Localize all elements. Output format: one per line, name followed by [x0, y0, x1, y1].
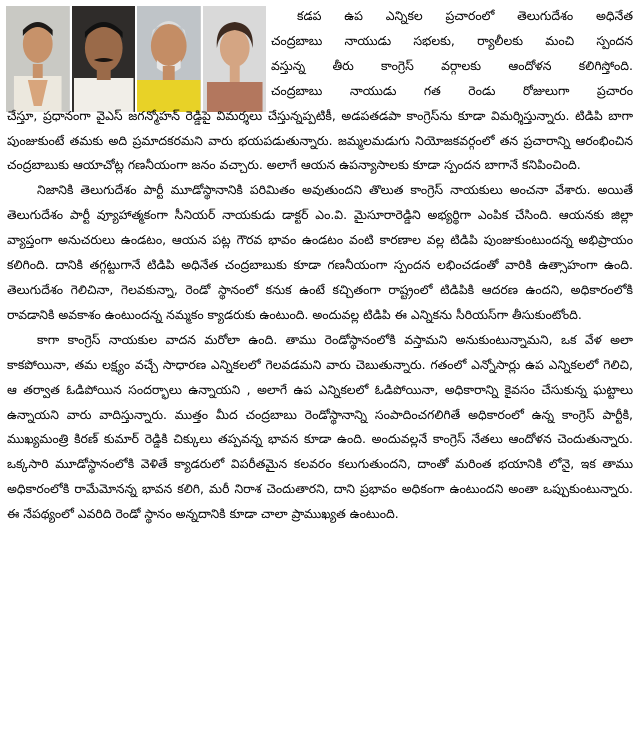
article-paragraph-1 — [7, 4, 633, 178]
lead-line-3: వస్తున్న తీరు కాంగ్రెస్ వర్గాలకు ఆందోళన కలిగిస్తోంది. — [271, 57, 633, 73]
article-paragraph-3: కాగా కాంగ్రెస్ నాయకుల వాదన మరోలా ఉంది. తాము రెండోస్థానంలోకి వస్తామని అనుకుంటున్నామని, ఒక వేళ అలా కాకపోయినా, తమ లక్ష్యం వచ్చే సాధారణ ఎన్నికలలో గెలవడమని వారు చెబుతున్నారు. గతంలో ఎన్నోసార్లు ఉప ఎన్నికలలో గెలిచి, ఆ తర్వాత ఓడిపోయిన సందర్భాలు ఉన్నాయని , అలాగే ఉప ఎన్నికలలో ఓడిపోయినా, అధికారాన్ని కైవసం చేసుకున్న ఘట్టాలు ఉన్నాయని వారు వాదిస్తున్నారు. ముత్తం మీద చంద్రబాబు రెండోస్థానాన్ని సంపాదించగలిగితే అధికారంలో ఉన్న కాంగ్రెస్ పార్టీకి, ముఖ్యమంత్రి కిరణ్ కుమార్ రెడ్డికి చిక్కులు తప్పవన్న భావన కూడా ఉంది. అందువల్లనే కాంగ్రెస్ నేతలు ఆందోళన చెందుతున్నారు. ఒక్కసారి మూడోస్థానంలోకి వెళితే క్యాడరులో విపరీతమైన కలవరం కలుగుతుందని, దాంతో మరింత భయానికి లోనై, ఇక తాము అధికారంలోకి రామేమోనన్న భావన కలిగి, మరీ నిరాశ చెందుతారని, దాని ప్రభావం అధికంగా ఉంటుందని అంతా ఒప్పుకుంటున్నారు. ఈ నేపథ్యంలో ఎవరిది రెండో స్థానం అన్నదానికి కూడా చాలా ప్రాముఖ్యత ఉంటుంది. — [7, 331, 633, 522]
paragraph-1-continuation: చేస్తూ, ప్రధానంగా వైఎస్ జగన్మోహన్ రెడ్డిపై విమర్శలు చేస్తున్నప్పటికీ, అడపతడపా కాంగ్రెస్‌ను కూడా విమర్శిస్తున్నారు. టిడిపి బాగా పుంజుకుంటే తమకు అది ప్రమాదకరమని వారు భయపడుతున్నారు. జమ్మలమడుగు నియోజకవర్గంలో తన ప్రచారాన్ని ఆరంభించిన చంద్రబాబుకు ఆయాచోట్ల గణనీయంగా జనం వచ్చారు. అలాగే ఆయన ఉపన్యాసాలకు కూడా స్పందన బాగానే కనిపించింది. — [7, 107, 633, 173]
lead-line-4: చంద్రబాబు నాయుడు గత రెండు రోజులుగా ప్రచారం — [271, 82, 633, 98]
lead-line-1: కడప ఉప ఎన్నికల ప్రచారంలో తెలుగుదేశం అధినేత — [297, 8, 633, 23]
article-body — [7, 4, 633, 527]
lead-line-2: చంద్రబాబు నాయుడు సభలకు, ర్యాలీలకు మంచి స్పందన — [271, 32, 633, 48]
article-paragraph-2: నిజానికి తెలుగుదేశం పార్టీ మూడోస్థానానికి పరిమితం అవుతుందని తొలుత కాంగ్రెస్ నాయకులు అంచనా వేశారు. అయితే తెలుగుదేశం పార్టీ వ్యూహాత్మకంగా సీనియర్ నాయకుడు డాక్టర్ ఎం.వి. మైసూరారెడ్డిని అభ్యర్థిగా ఎంపిక చేసింది. ఆయనకు జిల్లా వ్యాప్తంగా అనుచరులు ఉండటం, ఆయన పట్ల గౌరవ భావం ఉండటం వంటి కారణాల వల్ల టిడిపి పుంజుకుంటుందన్న అభిప్రాయం కలిగింది. దానికి తగ్గట్టుగానే టిడిపి అధినేత చంద్రబాబుకు కూడా గణనీయంగా స్పందన లభించడంతో వారికి ఉత్సాహంగా ఉంది. తెలుగుదేశం గెలిచినా, గెలవకున్నా, రెండో స్థానంలో కనుక ఉంటే కచ్చితంగా రాష్ట్రంలో టిడిపికి ఆదరణ ఉందని, అధికారంలోకి రావడానికి అవకాశం ఉంటుందన్న నమ్మకం క్యాడరుకు ఉంటుంది. అందువల్ల టిడిపి ఈ ఎన్నికను సీరియస్‌గా తీసుకుంటోంది. — [7, 182, 633, 322]
